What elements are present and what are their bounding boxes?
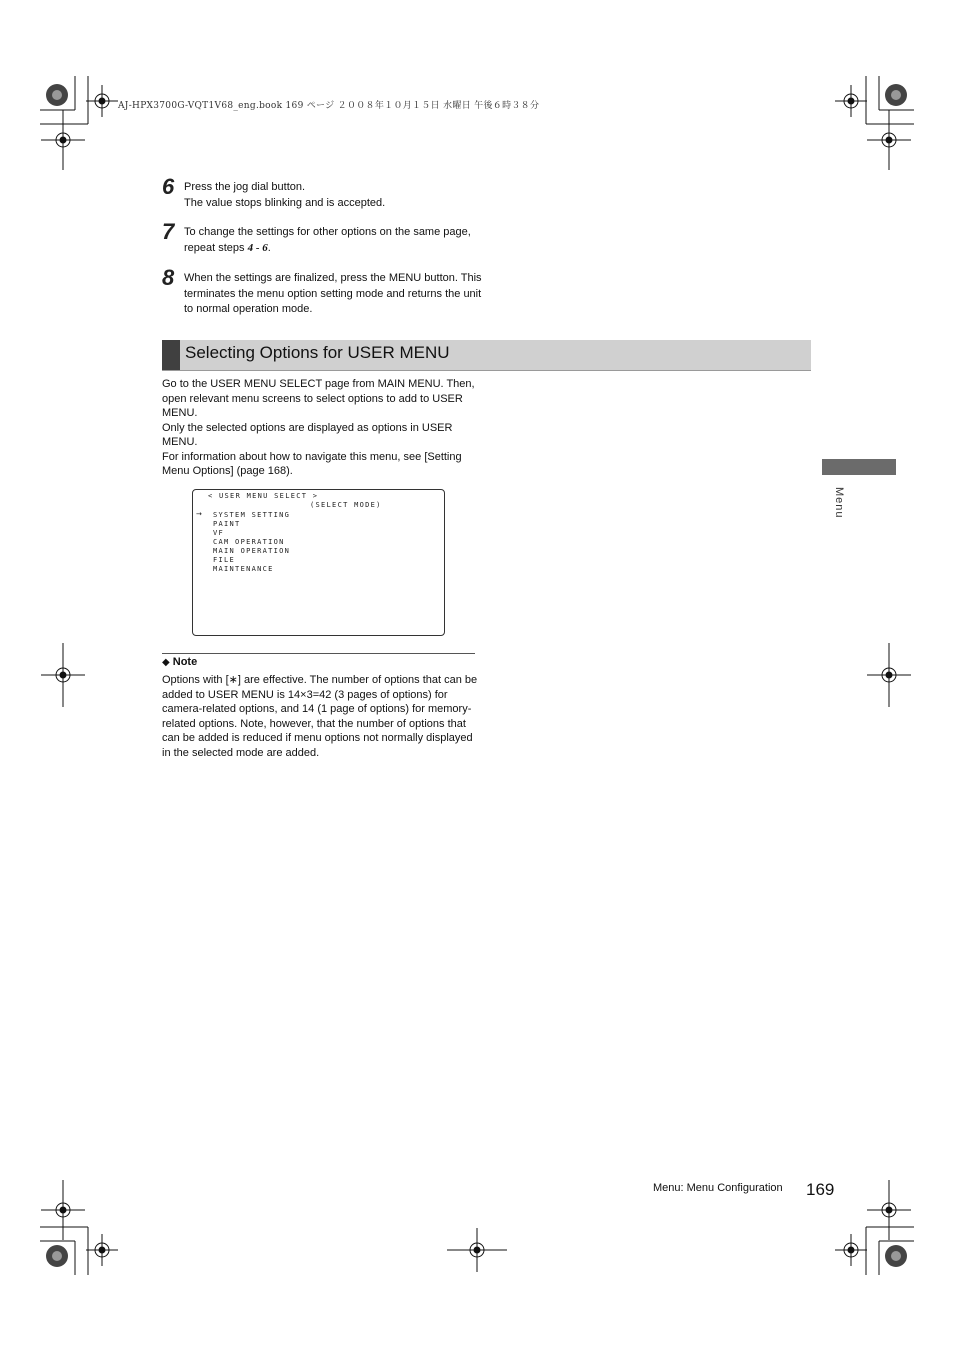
cursor-arrow-icon: → [196,510,204,518]
intro-paragraph: Only the selected options are displayed as options in USER MENU. [162,421,453,448]
intro-text [162,377,480,479]
screen-item: MAINTENANCE [213,565,274,573]
step-line-end: . [267,241,271,254]
screen-mode: (SELECT MODE) [310,501,382,509]
printer-info-line: AJ-HPX3700G-VQT1V68_eng.book 169 ページ ２００８年１０月１５日 水曜日 午後６時３８分 [118,101,540,111]
step-number: 7 [162,219,175,244]
note-heading [162,656,197,668]
note-body: Options with [∗] are effective. The number of options that can be added to USER MENU is 14×3=42 (3 pages of options) for camera-related options, and 14 (1 page of options) for memory-related options. Note, however, that the number of options that can be added is reduced if menu options not normally displayed in the selected mode are added. [162,674,478,759]
step-text: When the settings are finalized, press the MENU button. This terminates the menu option setting mode and returns the unit to normal operation mode. [184,272,482,315]
section-marker [162,340,180,370]
step-number: 8 [162,265,175,290]
step-number: 6 [162,174,175,199]
screen-item: CAM OPERATION [213,538,285,546]
intro-paragraph: Go to the USER MENU SELECT page from MAIN MENU. Then, open relevant menu screens to select options to add to USER MENU. [162,378,475,419]
footer-section-label: Menu: Menu Configuration [653,1182,783,1194]
step-line: To change the settings for other options on the same page, repeat steps [184,226,471,254]
screen-item: FILE [213,556,236,564]
step-line: The value stops blinking and is accepted. [184,196,386,209]
intro-paragraph: For information about how to navigate this menu, see [Setting Menu Options] (page 168). [162,450,462,477]
menu-screen-illustration [192,489,445,636]
screen-item: PAINT [213,520,241,528]
note-heading-label: Note [172,656,198,668]
side-tab [822,459,896,475]
side-tab-label: Menu [833,487,845,519]
page-number: 169 [806,1180,835,1199]
screen-item: SYSTEM SETTING [213,511,291,519]
step-reference: 4 - 6 [247,241,268,254]
step-text [184,180,484,211]
screen-item: MAIN OPERATION [213,547,291,555]
step-line: Press the jog dial button. [184,181,306,193]
note-divider [162,653,475,654]
screen-item: VF [213,529,225,537]
section-header [162,340,811,371]
section-title: Selecting Options for USER MENU [185,343,450,362]
diamond-icon: ◆ [162,657,170,668]
screen-header: < USER MENU SELECT > [208,492,319,500]
step-text [184,225,484,256]
